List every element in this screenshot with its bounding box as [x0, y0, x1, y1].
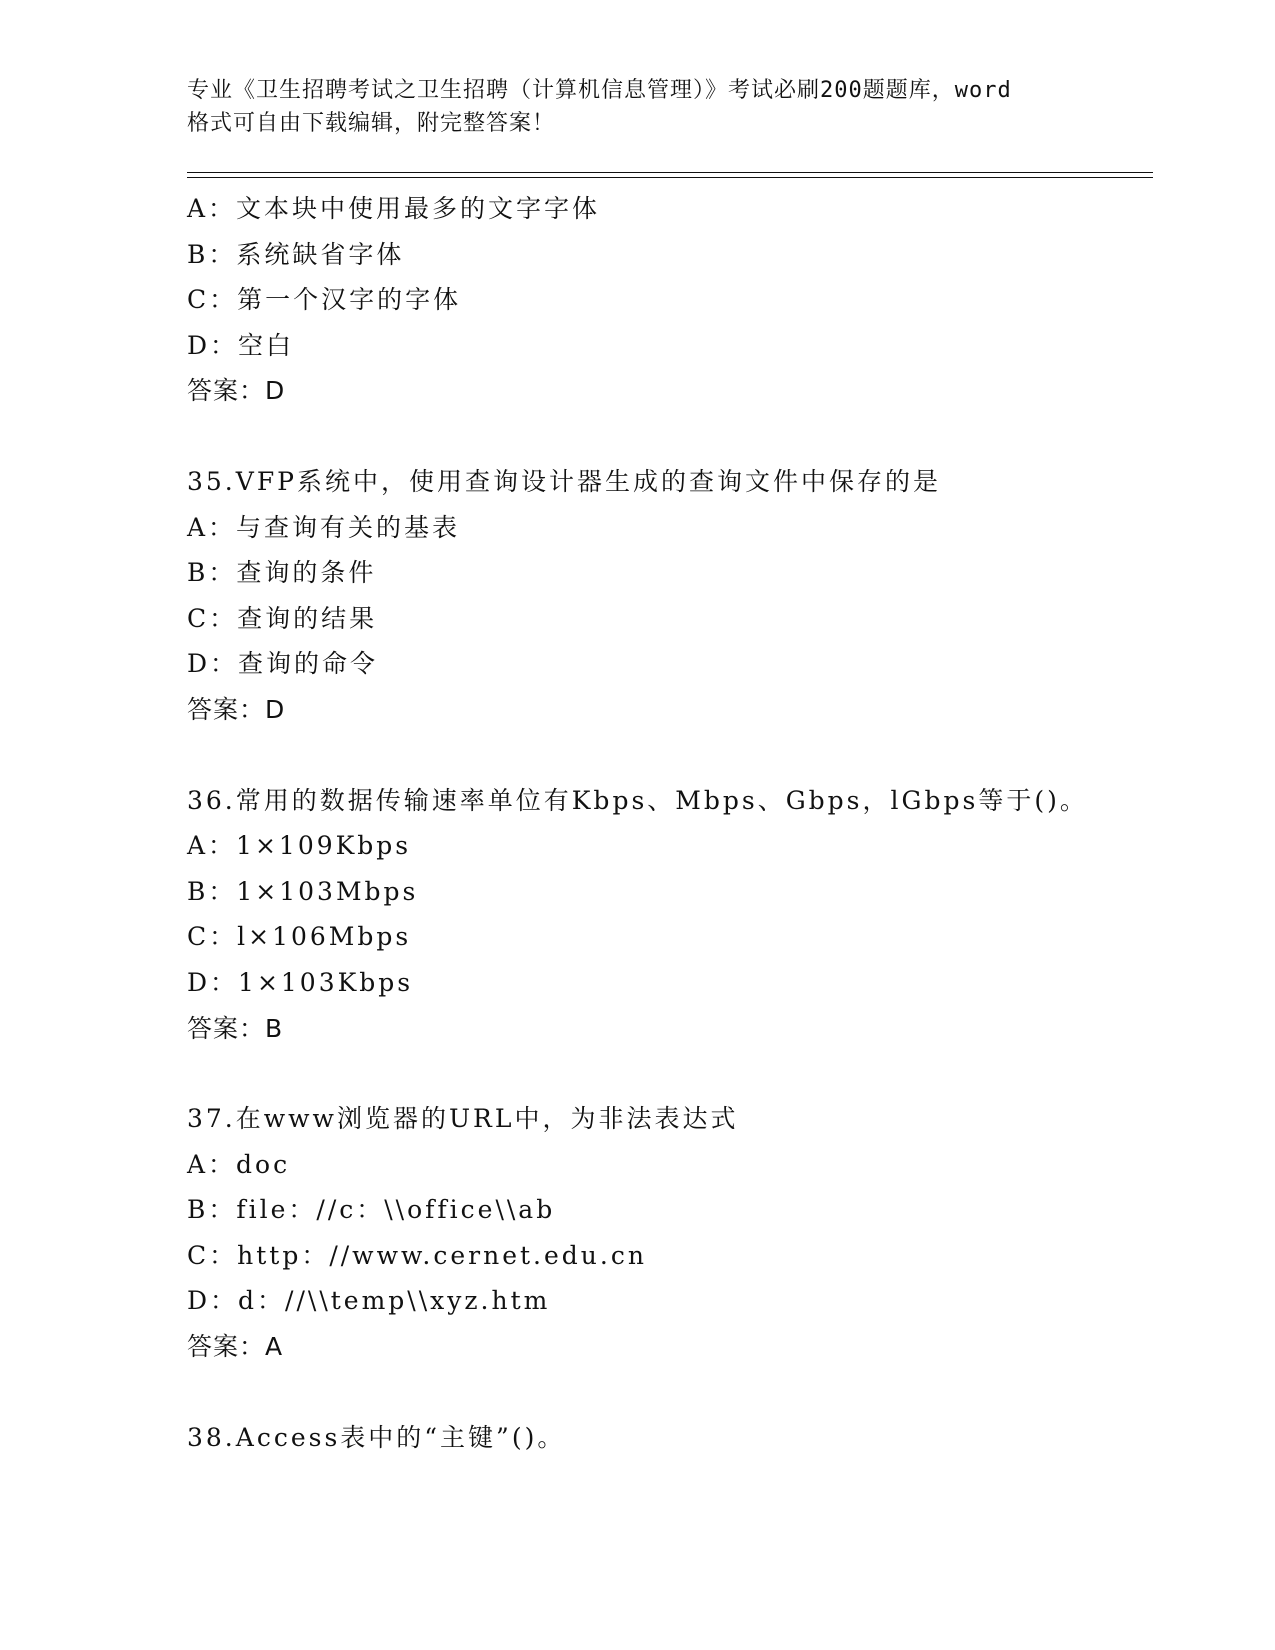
- question-block-34: [187, 186, 1147, 414]
- question-block-37: [187, 1096, 1147, 1370]
- answer-line: 答案：D: [187, 694, 286, 724]
- answer-line: 答案：D: [187, 376, 286, 406]
- option-a: A：doc: [187, 1149, 291, 1179]
- header-line-2: 格式可自由下载编辑，附完整答案！: [187, 111, 556, 136]
- question-block-36: [187, 778, 1147, 1052]
- question-block-35: [187, 459, 1147, 733]
- question-text: 35.VFP系统中，使用查询设计器生成的查询文件中保存的是: [187, 466, 941, 496]
- option-c: C：http：//www.cernet.edu.cn: [187, 1240, 647, 1270]
- option-b: B：系统缺省字体: [187, 239, 405, 269]
- question-text: 36.常用的数据传输速率单位有Kbps、Mbps、Gbps，lGbps等于()。: [187, 785, 1088, 815]
- option-c: C：查询的结果: [187, 603, 378, 633]
- option-c: C：l×106Mbps: [187, 922, 412, 952]
- document-header: [187, 74, 1087, 140]
- header-divider-top: [187, 172, 1153, 173]
- question-block-38: [187, 1415, 1147, 1461]
- spacer: [187, 1370, 1147, 1415]
- answer-line: 答案：A: [187, 1332, 284, 1362]
- question-text: 38.Access表中的“主键”()。: [187, 1422, 566, 1452]
- option-d: D：1×103Kbps: [187, 967, 414, 997]
- spacer: [187, 414, 1147, 459]
- option-b: B：1×103Mbps: [187, 876, 419, 906]
- spacer: [187, 1051, 1147, 1096]
- option-d: D：空白: [187, 330, 295, 360]
- option-b: B：查询的条件: [187, 558, 377, 588]
- spacer: [187, 733, 1147, 778]
- option-a: A：文本块中使用最多的文字字体: [187, 194, 601, 223]
- option-c: C：第一个汉字的字体: [187, 285, 462, 315]
- option-a: A：与查询有关的基表: [187, 512, 461, 542]
- option-b: B：file：//c：\\office\\ab: [187, 1195, 556, 1225]
- option-d: D：查询的命令: [187, 649, 379, 679]
- header-divider-bottom: [187, 177, 1153, 178]
- question-text: 37.在www浏览器的URL中，为非法表达式: [187, 1104, 739, 1134]
- header-line-1: 专业《卫生招聘考试之卫生招聘（计算机信息管理）》考试必刷200题题库，word: [187, 78, 1012, 103]
- option-d: D：d：//\\temp\\xyz.htm: [187, 1286, 551, 1316]
- question-list: [187, 186, 1147, 1460]
- option-a: A：1×109Kbps: [187, 831, 412, 861]
- answer-line: 答案：B: [187, 1013, 284, 1043]
